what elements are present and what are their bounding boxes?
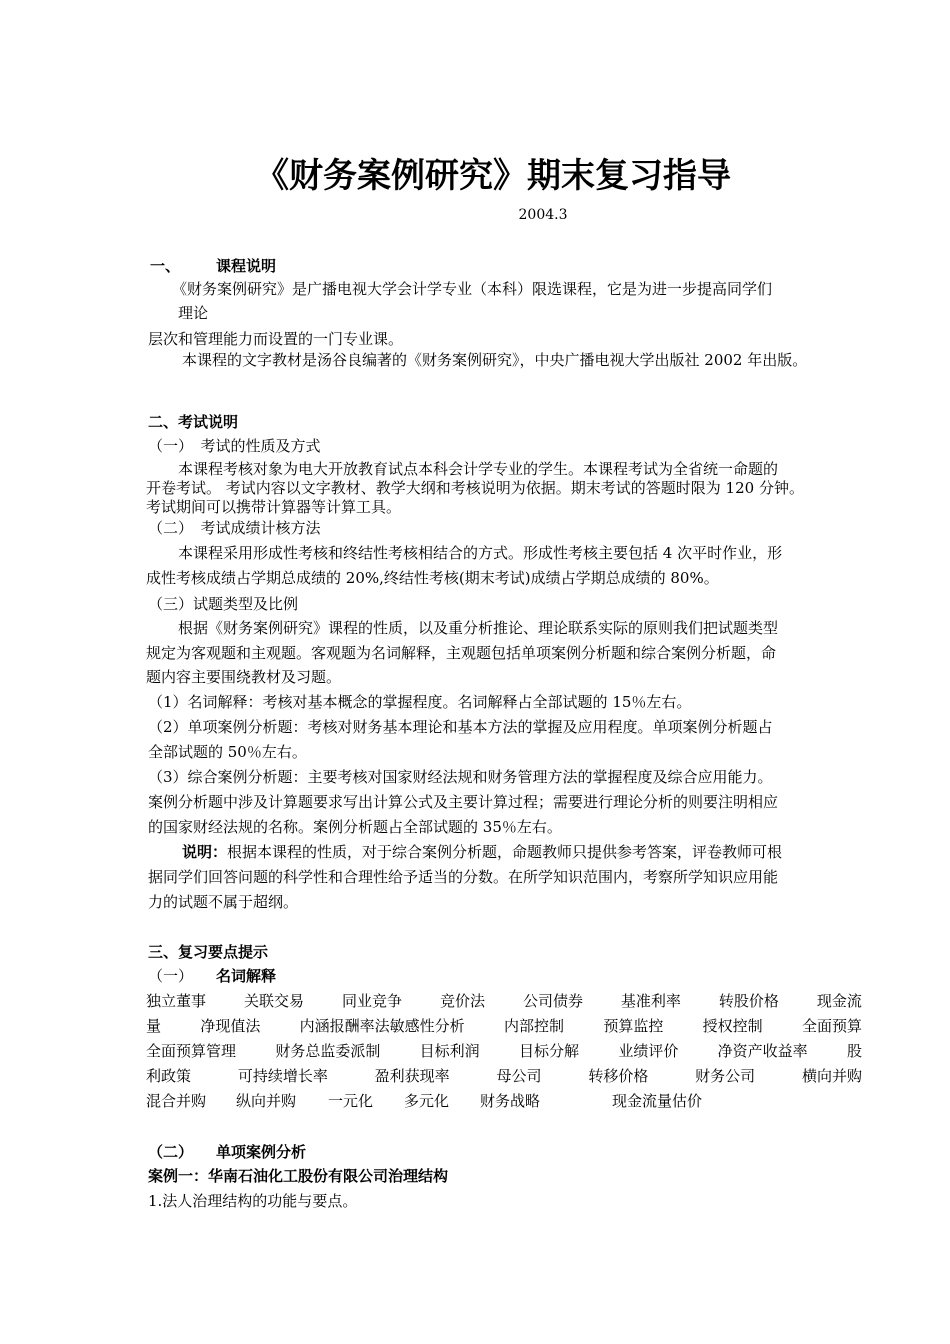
subsection-number: （二） xyxy=(148,1143,194,1161)
term: 业绩评价 xyxy=(618,1042,679,1060)
term: 转移价格 xyxy=(588,1067,649,1085)
document-date: 2004.3 xyxy=(518,207,568,223)
subsection-number: （一） xyxy=(148,967,194,985)
term: 纵向并购 xyxy=(236,1092,297,1110)
term: 现金流量估价 xyxy=(612,1092,703,1110)
term: 净资产收益率 xyxy=(717,1042,808,1060)
paragraph-line: 题内容主要围绕教材及习题。 xyxy=(146,668,342,686)
paragraph-line: 理论 xyxy=(178,304,209,322)
list-item: （2）单项案例分析题：考核对财务基本理论和基本方法的掌握及应用程度。单项案例分析题占 xyxy=(148,718,773,736)
list-item: 案例分析题中涉及计算题要求写出计算公式及主要计算过程；需要进行理论分析的则要注明相应 xyxy=(148,793,779,811)
term: 独立董事 xyxy=(146,992,207,1010)
note-line xyxy=(182,842,782,862)
term: 转股价格 xyxy=(718,992,779,1010)
term: 财务战略 xyxy=(480,1092,541,1110)
document-title: 《财务案例研究》期末复习指导 xyxy=(255,156,731,196)
term: 全面预算管理 xyxy=(146,1042,237,1060)
subsection-title: 名词解释 xyxy=(216,967,277,985)
section-1-heading: 课程说明 xyxy=(216,257,277,275)
paragraph-line: 开卷考试。 考试内容以文字教材、教学大纲和考核说明为依据。期末考试的答题时限为 120 分钟。 xyxy=(146,479,804,497)
term: 母公司 xyxy=(496,1067,542,1085)
section-2-heading: 二、考试说明 xyxy=(148,413,239,431)
paragraph-line: 本课程采用形成性考核和终结性考核相结合的方式。形成性考核主要包括 4 次平时作业，形 xyxy=(178,544,783,562)
term: 盈利获现率 xyxy=(374,1067,450,1085)
note-line: 据同学们回答问题的科学性和合理性给予适当的分数。在所学知识范围内，考察所学知识应用能 xyxy=(148,868,779,886)
term: 可持续增长率 xyxy=(237,1067,328,1085)
case-title: 案例一：华南石油化工股份有限公司治理结构 xyxy=(148,1167,449,1185)
term: 量 xyxy=(146,1017,162,1035)
term: 关联交易 xyxy=(243,992,304,1010)
section-1-number: 一、 xyxy=(150,257,181,275)
term: 目标利润 xyxy=(419,1042,480,1060)
term: 利政策 xyxy=(146,1067,192,1085)
term: 内涵报酬率法敏感性分析 xyxy=(299,1017,465,1035)
list-item: （3）综合案例分析题：主要考核对国家财经法规和财务管理方法的掌握程度及综合应用能力。 xyxy=(148,768,773,786)
paragraph-line: 规定为客观题和主观题。客观题为名词解释，主观题包括单项案例分析题和综合案例分析题，命 xyxy=(146,644,777,662)
term: 授权控制 xyxy=(702,1017,763,1035)
subsection-heading: （一） 考试的性质及方式 xyxy=(148,437,321,455)
term: 横向并购 xyxy=(801,1067,862,1085)
paragraph-line: 根据《财务案例研究》课程的性质，以及重分析推论、理论联系实际的原则我们把试题类型 xyxy=(178,619,779,637)
paragraph-line: 《财务案例研究》是广播电视大学会计学专业（本科）限选课程，它是为进一步提高同学们 xyxy=(172,280,773,298)
paragraph-line: 层次和管理能力而设置的一门专业课。 xyxy=(148,330,404,348)
paragraph-line: 成性考核成绩占学期总成绩的 20%,终结性考核(期末考试)成绩占学期总成绩的 80%。 xyxy=(146,569,719,587)
terms-row xyxy=(146,1016,862,1036)
term: 财务总监委派制 xyxy=(275,1042,381,1060)
subsection-heading: （三）试题类型及比例 xyxy=(148,595,299,613)
term: 净现值法 xyxy=(200,1017,261,1035)
term: 现金流 xyxy=(816,992,862,1010)
list-item: 的国家财经法规的名称。案例分析题占全部试题的 35％左右。 xyxy=(148,818,562,836)
term: 财务公司 xyxy=(695,1067,756,1085)
paragraph-line: 本课程考核对象为电大开放教育试点本科会计学专业的学生。本课程考试为全省统一命题的 xyxy=(178,460,779,478)
list-item: （1）名词解释：考核对基本概念的掌握程度。名词解释占全部试题的 15％左右。 xyxy=(148,693,692,711)
terms-row xyxy=(146,1041,862,1061)
subsection-title: 单项案例分析 xyxy=(216,1143,307,1161)
term: 竞价法 xyxy=(439,992,485,1010)
term: 公司债券 xyxy=(522,992,583,1010)
note-line: 力的试题不属于超纲。 xyxy=(148,893,299,911)
paragraph-line: 考试期间可以携带计算器等计算工具。 xyxy=(146,498,402,516)
term: 全面预算 xyxy=(801,1017,862,1035)
subsection-heading: （二） 考试成绩计核方法 xyxy=(148,519,321,537)
list-item: 全部试题的 50％左右。 xyxy=(148,743,307,761)
term: 一元化 xyxy=(328,1092,374,1110)
note-label: 说明： xyxy=(182,843,228,861)
paragraph-line: 本课程的文字教材是汤谷良编著的《财务案例研究》，中央广播电视大学出版社 2002 年出版。 xyxy=(182,351,808,369)
term: 基准利率 xyxy=(620,992,681,1010)
term: 股 xyxy=(846,1042,862,1060)
note-text: 根据本课程的性质，对于综合案例分析题，命题教师只提供参考答案，评卷教师可根 xyxy=(227,843,783,861)
term: 同业竞争 xyxy=(341,992,402,1010)
terms-row xyxy=(146,991,862,1011)
term: 预算监控 xyxy=(603,1017,664,1035)
section-3-heading: 三、复习要点提示 xyxy=(148,943,269,961)
case-question: 1.法人治理结构的功能与要点。 xyxy=(148,1192,358,1210)
term: 多元化 xyxy=(404,1092,450,1110)
terms-row xyxy=(146,1066,862,1086)
term: 内部控制 xyxy=(503,1017,564,1035)
term: 混合并购 xyxy=(146,1092,207,1110)
term: 目标分解 xyxy=(518,1042,579,1060)
